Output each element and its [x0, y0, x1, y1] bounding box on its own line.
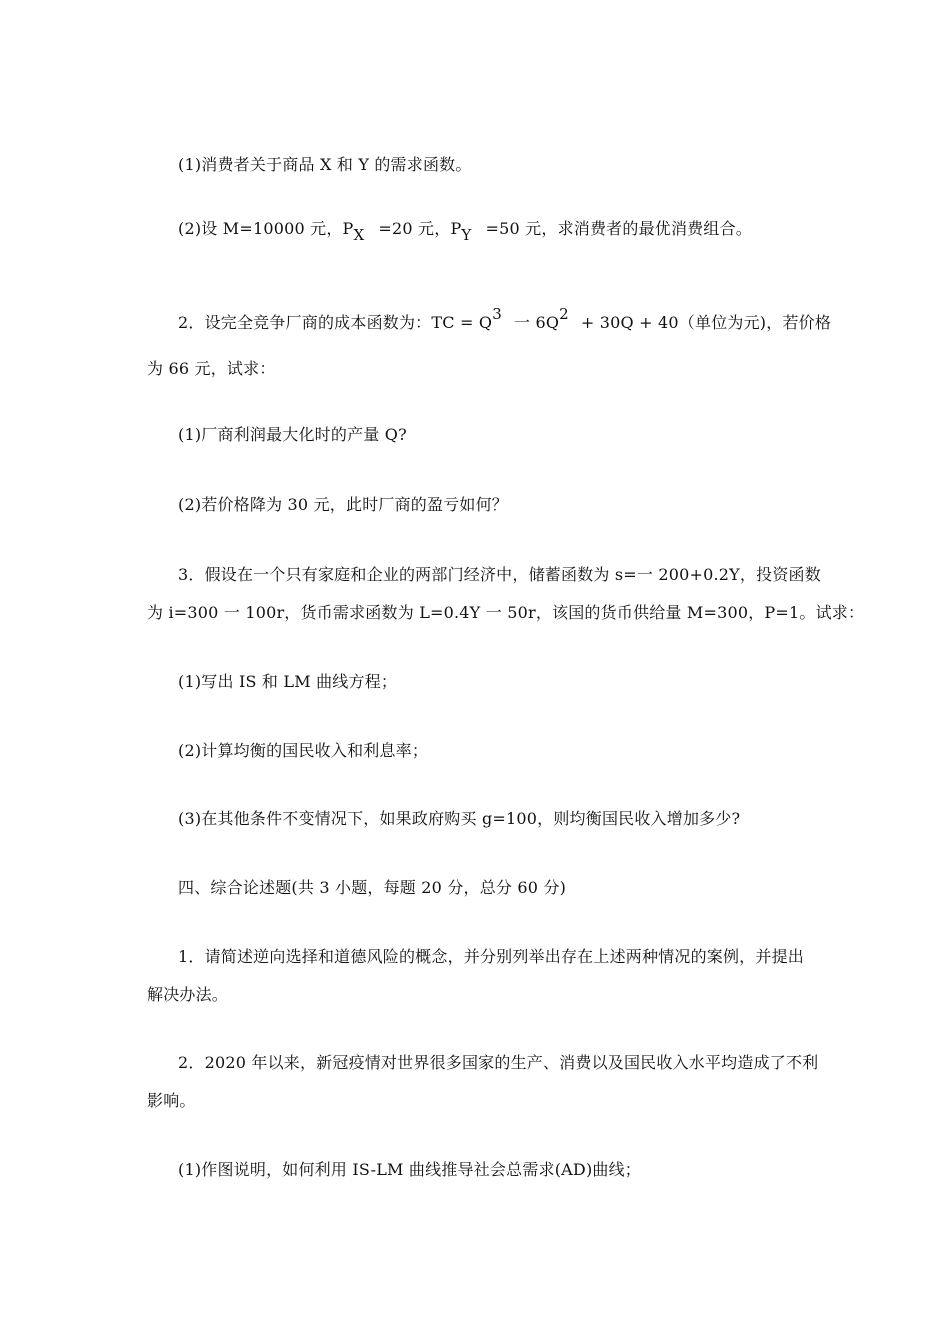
line-text: 1．请简述逆向选择和道德风险的概念，并分别列举出存在上述两种情况的案例，并提出 [178, 947, 804, 966]
subscript-y: Y [461, 226, 472, 244]
line-text: 3．假设在一个只有家庭和企业的两部门经济中，储蓄函数为 s=一 200+0.2Y，投资函数 [178, 565, 821, 584]
question-2-part-2 [178, 494, 508, 516]
question-2-part-1 [178, 424, 407, 446]
line-text: 为 i=300 一 100r，货币需求函数为 L=0.4Y 一 50r，该国的货币供给量 M=300，P=1。试求： [147, 603, 865, 622]
line-text: (1)厂商利润最大化时的产量 Q? [178, 425, 407, 444]
line-text: 为 66 元，试求： [147, 359, 276, 378]
section-heading-4 [178, 877, 566, 899]
essay-1-line-1 [178, 946, 804, 968]
line-text: (1)写出 IS 和 LM 曲线方程； [178, 672, 398, 691]
line-text: (2)若价格降为 30 元，此时厂商的盈亏如何？ [178, 495, 508, 514]
essay-2-part-1 [178, 1159, 641, 1181]
essay-2-line-1 [178, 1052, 818, 1074]
line-text: (2)设 M=10000 元，P [178, 219, 354, 238]
question-1-part-1 [178, 154, 472, 176]
essay-2-line-2 [147, 1090, 196, 1112]
line-text: =50 元，求消费者的最优消费组合。 [485, 219, 752, 238]
question-3-line-2 [147, 602, 864, 624]
question-3-part-3 [178, 808, 740, 830]
line-text: 2．2020 年以来，新冠疫情对世界很多国家的生产、消费以及国民收入水平均造成了不利 [178, 1053, 819, 1072]
line-text: (1)消费者关于商品 X 和 Y 的需求函数。 [178, 155, 472, 174]
question-2-line-2 [147, 358, 276, 380]
subscript-x: X [353, 226, 365, 244]
superscript-2: 2 [559, 305, 569, 323]
line-text: 解决办法。 [147, 985, 229, 1004]
question-2-line-1 [178, 305, 832, 334]
superscript-3: 3 [492, 305, 502, 323]
question-1-part-2 [178, 218, 752, 244]
line-text: 影响。 [147, 1091, 196, 1110]
line-text: 2．设完全竞争厂商的成本函数为：TC = Q [178, 313, 493, 332]
question-3-part-2 [178, 740, 428, 762]
line-text: (3)在其他条件不变情况下，如果政府购买 g=100，则均衡国民收入增加多少? [178, 809, 741, 828]
question-3-part-1 [178, 671, 397, 693]
section-heading: 四、综合论述题(共 3 小题，每题 20 分，总分 60 分) [178, 878, 567, 897]
essay-1-line-2 [147, 984, 228, 1006]
question-3-line-1 [178, 564, 821, 586]
line-text: (2)计算均衡的国民收入和利息率； [178, 741, 429, 760]
line-text: (1)作图说明，如何利用 IS-LM 曲线推导社会总需求(AD)曲线； [178, 1160, 641, 1179]
line-text: =20 元，P [378, 219, 462, 238]
line-text: + 30Q + 40（单位为元)，若价格 [580, 313, 832, 332]
line-text: 一 6Q [513, 313, 560, 332]
